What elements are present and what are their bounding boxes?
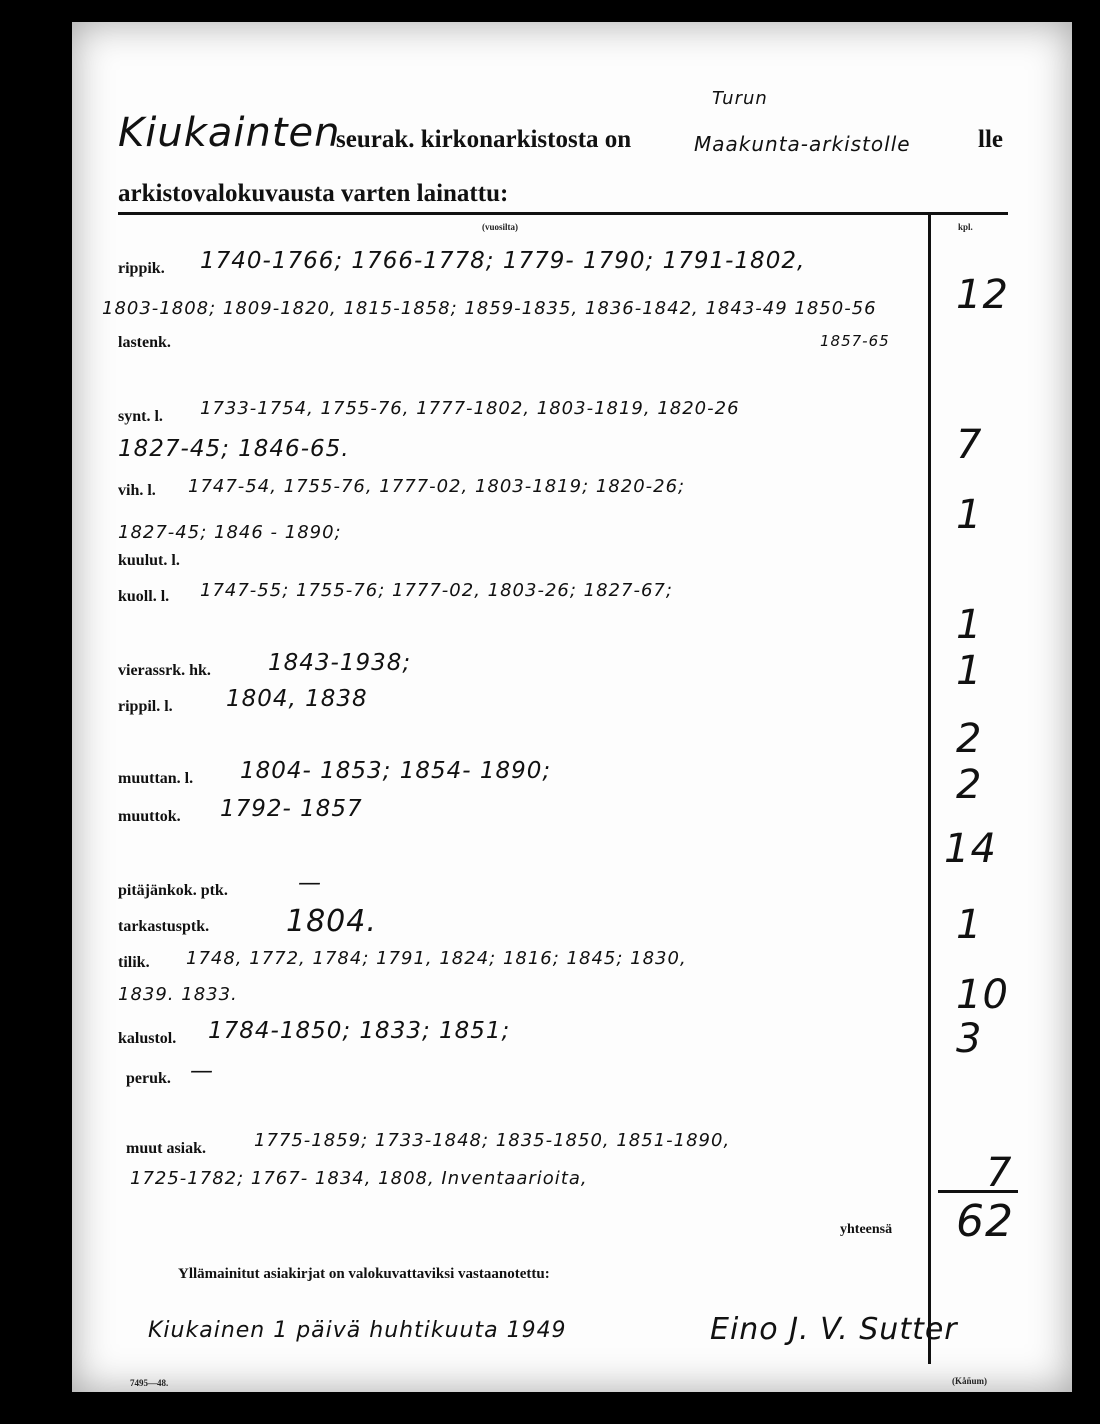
- signature: Eino J. V. Sutter: [710, 1312, 958, 1347]
- label-tarkastusptk: tarkastusptk.: [118, 918, 210, 935]
- count-muut: 7: [986, 1150, 1013, 1196]
- count-synt: 7: [956, 422, 983, 468]
- count-muuttok: 14: [944, 826, 997, 872]
- years-column-note: (vuosilta): [482, 222, 518, 232]
- entry-synt-2: 1827-45; 1846-65.: [118, 436, 350, 462]
- label-muuttok: muuttok.: [118, 808, 181, 825]
- entry-muut-2: 1725-1782; 1767- 1834, 1808, Inventaarioita,: [130, 1168, 588, 1189]
- entry-rippik-2: 1803-1808; 1809-1820, 1815-1858; 1859-1835, 1836-1842, 1843-49 1850-56: [102, 298, 877, 319]
- total-label: yhteensä: [840, 1222, 893, 1237]
- entry-peruk-1: —: [190, 1058, 214, 1084]
- archive-above-handwritten: Turun: [712, 88, 768, 109]
- count-muuttan: 2: [956, 762, 983, 808]
- header-text-2: lle: [978, 126, 1003, 153]
- entry-pitajankok-1: —: [298, 870, 322, 896]
- count-rippik: 12: [956, 272, 1009, 318]
- archive-name-handwritten: Maakunta-arkistolle: [694, 132, 911, 156]
- label-muuttan: muuttan. l.: [118, 770, 194, 787]
- header-text-3: arkistovalokuvausta varten lainattu:: [118, 180, 509, 207]
- entry-vih-1: 1747-54, 1755-76, 1777-02, 1803-1819; 1820-26;: [188, 476, 686, 497]
- entry-tarkastusptk-1: 1804.: [286, 904, 377, 939]
- entry-rippik-3: 1857-65: [820, 332, 890, 350]
- count-kalustol: 3: [956, 1016, 983, 1062]
- header-text-1: seurak. kirkonarkistosta on: [336, 126, 632, 153]
- entry-rippil-1: 1804, 1838: [226, 686, 368, 712]
- parish-name-handwritten: Kiukainten: [118, 110, 341, 156]
- entry-muuttok-1: 1792- 1857: [220, 796, 363, 822]
- count-vierassrk: 1: [956, 648, 983, 694]
- received-statement: Yllämainitut asiakirjat on valokuvattaviksi vastaanotettu:: [178, 1266, 550, 1282]
- label-kuulut: kuulut. l.: [118, 552, 180, 569]
- printer-mark: (Kåñum): [952, 1376, 988, 1386]
- count-vih: 1: [956, 492, 983, 538]
- label-vih: vih. l.: [118, 482, 156, 499]
- entry-muut-1: 1775-1859; 1733-1848; 1835-1850, 1851-1890,: [254, 1130, 731, 1151]
- label-tilik: tilik.: [118, 954, 150, 971]
- count-tilik: 10: [956, 972, 1009, 1018]
- label-rippil: rippil. l.: [118, 698, 173, 715]
- label-kuoll: kuoll. l.: [118, 588, 170, 605]
- count-column-header: kpl.: [958, 222, 973, 232]
- entry-kuoll-1: 1747-55; 1755-76; 1777-02, 1803-26; 1827-67;: [200, 580, 673, 601]
- place-date-handwritten: Kiukainen 1 päivä huhtikuuta 1949: [148, 1318, 567, 1343]
- count-column-divider: [928, 214, 931, 1364]
- entry-kalustol-1: 1784-1850; 1833; 1851;: [208, 1018, 511, 1044]
- label-muut-asiak: muut asiak.: [126, 1140, 207, 1157]
- document-page: [72, 22, 1072, 1392]
- entry-vierassrk-1: 1843-1938;: [268, 650, 412, 676]
- entry-muuttan-1: 1804- 1853; 1854- 1890;: [240, 758, 552, 784]
- count-kuoll: 1: [956, 602, 983, 648]
- entry-tilik-1: 1748, 1772, 1784; 1791, 1824; 1816; 1845; 1830,: [186, 948, 687, 969]
- entry-rippik-1: 1740-1766; 1766-1778; 1779- 1790; 1791-1802,: [200, 248, 806, 274]
- label-synt: synt. l.: [118, 408, 163, 425]
- entry-tilik-2: 1839. 1833.: [118, 984, 238, 1005]
- label-kalustol: kalustol.: [118, 1030, 177, 1047]
- label-vierassrk: vierassrk. hk.: [118, 662, 211, 679]
- label-rippik: rippik.: [118, 260, 165, 277]
- form-number: 7495—48.: [130, 1378, 169, 1388]
- label-peruk: peruk.: [126, 1070, 171, 1087]
- count-tarkastusptk: 1: [956, 902, 983, 948]
- label-lastenk: lastenk.: [118, 334, 171, 351]
- total-value: 62: [956, 1196, 1014, 1247]
- header-rule: [118, 212, 1008, 215]
- entry-synt-1: 1733-1754, 1755-76, 1777-1802, 1803-1819, 1820-26: [200, 398, 740, 419]
- count-rippil: 2: [956, 716, 983, 762]
- label-pitajankok: pitäjänkok. ptk.: [118, 882, 228, 899]
- entry-vih-2: 1827-45; 1846 - 1890;: [118, 522, 342, 543]
